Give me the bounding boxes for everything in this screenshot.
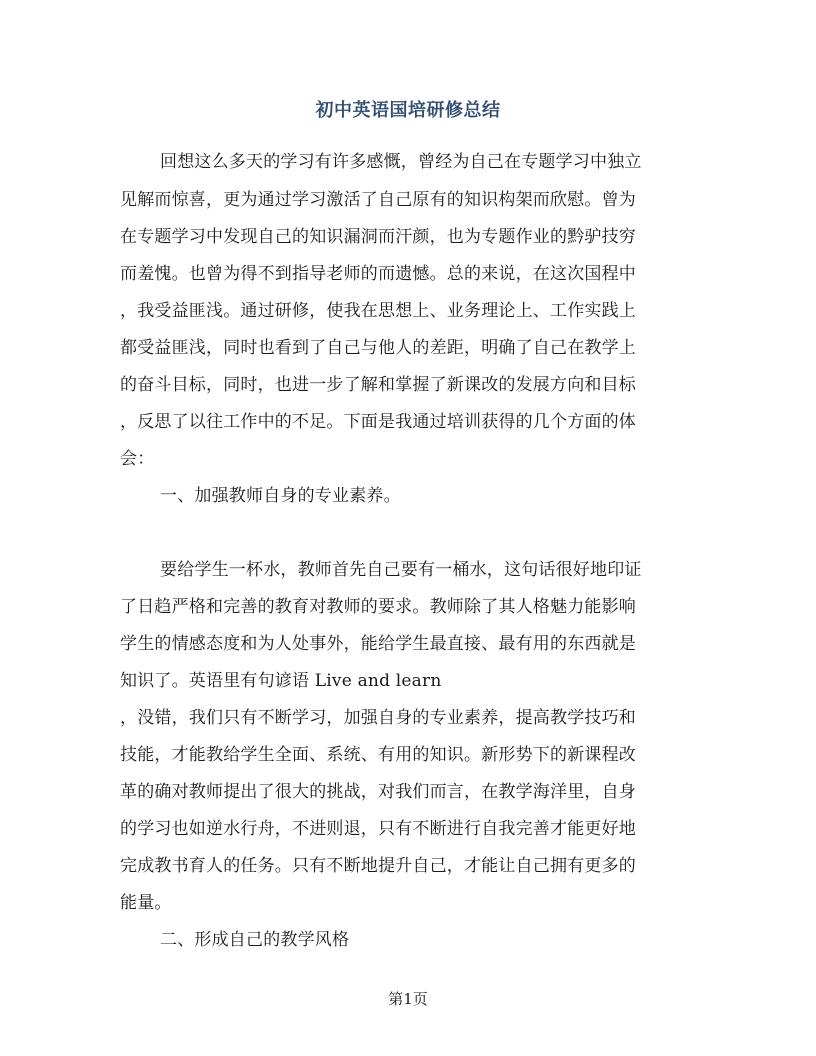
paragraph-line: ，没错，我们只有不断学习，加强自身的专业素养，提高教学技巧和 (120, 708, 636, 728)
paragraph-line: 技能，才能教给学生全面、系统、有用的知识。新形势下的新课程改 (120, 745, 636, 765)
paragraph-line: 见解而惊喜，更为通过学习激活了自己原有的知识构架而欣慰。曾为 (120, 190, 636, 210)
paragraph-line: 回想这么多天的学习有许多感慨，曾经为自己在专题学习中独立 (160, 152, 642, 172)
section-heading: 二、形成自己的教学风格 (160, 930, 350, 950)
paragraph-line: ，我受益匪浅。通过研修，使我在思想上、业务理论上、工作实践上 (120, 301, 636, 321)
page-number: 第1页 (388, 990, 428, 1008)
paragraph-line: 会： (120, 449, 155, 469)
paragraph-line: 要给学生一杯水，教师首先自己要有一桶水，这句话很好地印证 (160, 560, 642, 580)
document-title: 初中英语国培研修总结 (315, 100, 501, 121)
paragraph-line: 完成教书育人的任务。只有不断地提升自己，才能让自己拥有更多的 (120, 856, 636, 876)
paragraph-line: 的奋斗目标，同时，也进一步了解和掌握了新课改的发展方向和目标 (120, 375, 636, 395)
paragraph-line: 学生的情感态度和为人处事外，能给学生最直接、最有用的东西就是 (120, 634, 636, 654)
paragraph-line: 能量。 (120, 893, 172, 913)
paragraph-line: 了日趋严格和完善的教育对教师的要求。教师除了其人格魅力能影响 (120, 597, 636, 617)
paragraph-line: 革的确对教师提出了很大的挑战，对我们而言，在教学海洋里，自身 (120, 782, 636, 802)
paragraph-line: 的学习也如逆水行舟，不进则退，只有不断进行自我完善才能更好地 (120, 819, 636, 839)
paragraph-line: 都受益匪浅，同时也看到了自己与他人的差距，明确了自己在教学上 (120, 338, 636, 358)
section-heading: 一、加强教师自身的专业素养。 (160, 486, 401, 506)
paragraph-line: 在专题学习中发现自己的知识漏洞而汗颜，也为专题作业的黔驴技穷 (120, 227, 636, 247)
paragraph-line: 而羞愧。也曾为得不到指导老师的而遗憾。总的来说，在这次国程中 (120, 264, 636, 284)
paragraph-line: 知识了。英语里有句谚语 Live and learn (120, 671, 442, 691)
paragraph-line: ，反思了以往工作中的不足。下面是我通过培训获得的几个方面的体 (120, 412, 636, 432)
